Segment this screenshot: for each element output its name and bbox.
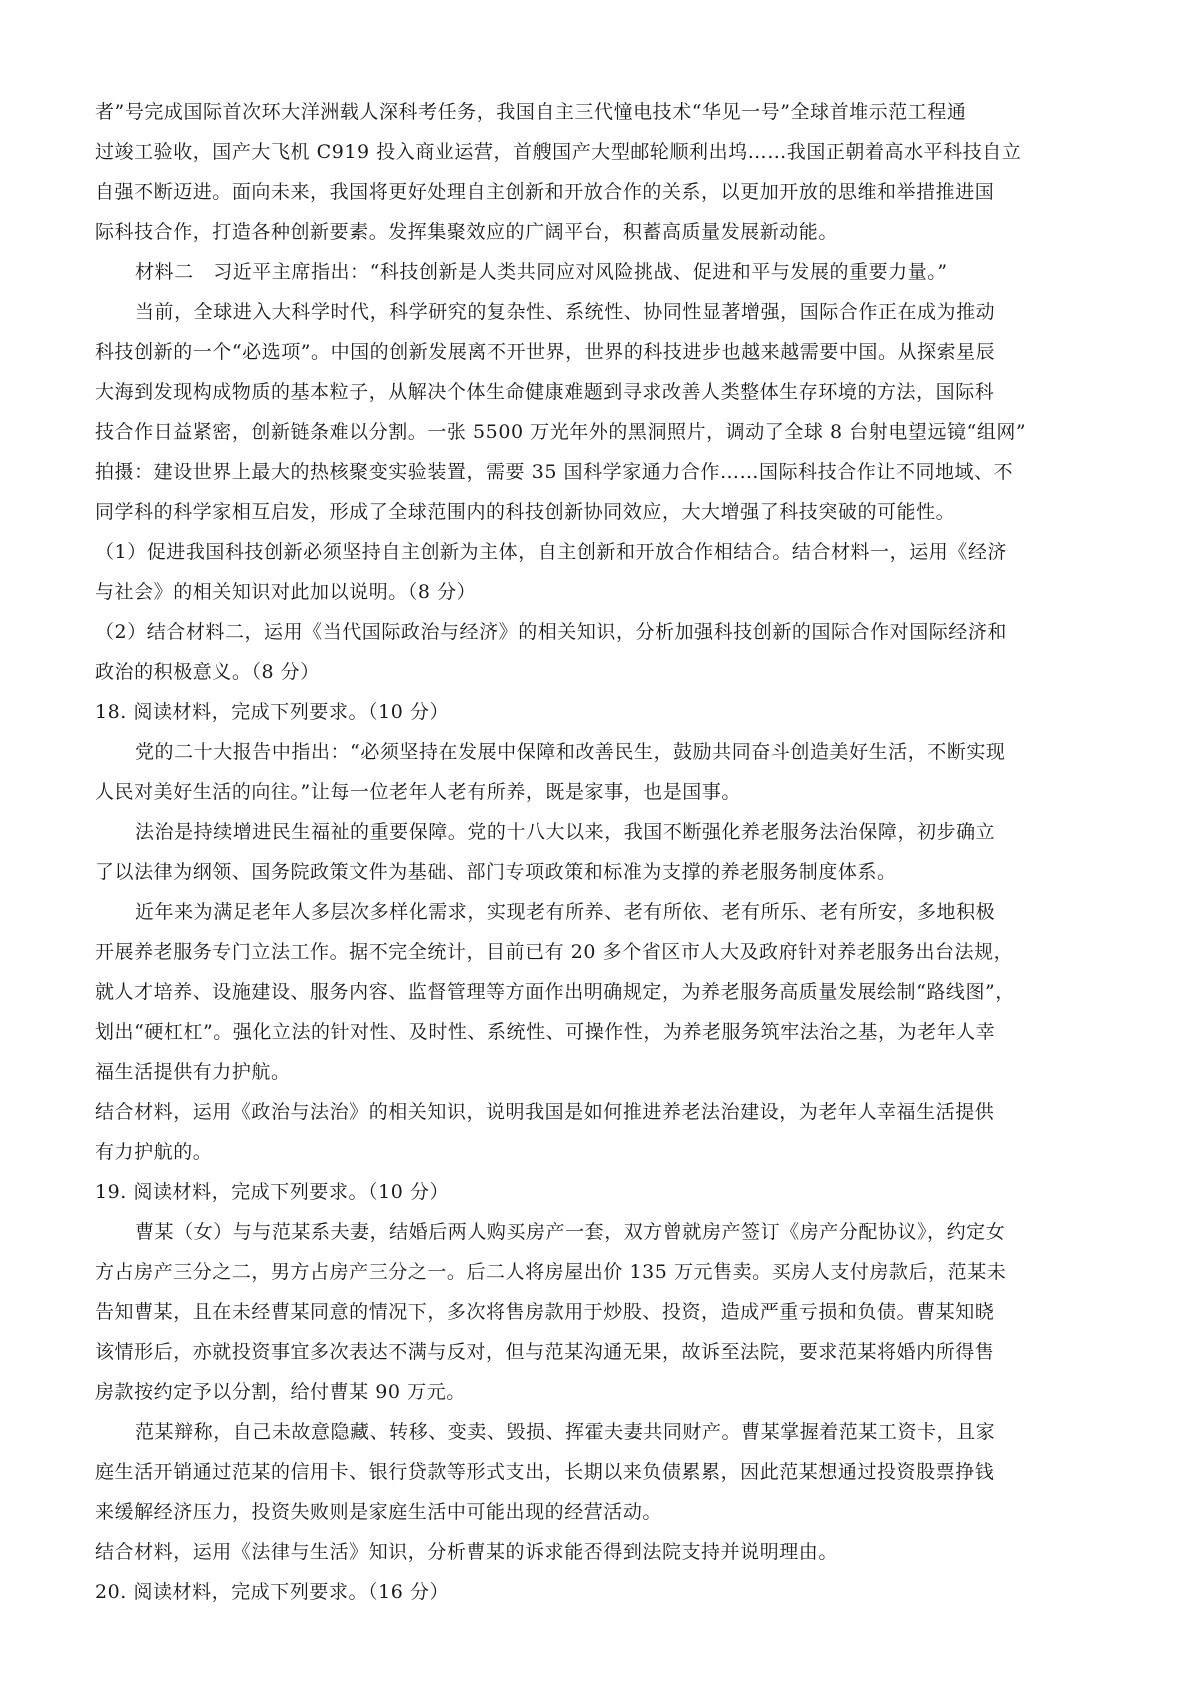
text-line: 与社会》的相关知识对此加以说明。（8 分） — [95, 581, 477, 603]
question-18-prompt — [95, 1092, 1105, 1172]
text-line: 近年来为满足老年人多层次多样化需求，实现老有所养、老有所依、老有所乐、老有所安，多地积极 — [135, 901, 996, 923]
text-line: 了以法律为纲领、国务院政策文件为基础、部门专项政策和标准为支撑的养老服务制度体系。 — [95, 861, 897, 883]
text-line: 划出“硬杠杠”。强化立法的针对性、及时性、系统性、可操作性，为养老服务筑牢法治之基，为老年人幸 — [95, 1021, 996, 1043]
text-line: 当前，全球进入大科学时代，科学研究的复杂性、系统性、协同性显著增强，国际合作正在成为推动 — [135, 301, 996, 323]
text-line: 际科技合作，打造各种创新要素。发挥集聚效应的广阔平台，积蓄高质量发展新动能。 — [95, 221, 838, 243]
text-line: 范某辩称，自己未故意隐藏、转移、变卖、毁损、挥霍夫妻共同财产。曹某掌握着范某工资卡，且家 — [135, 1421, 996, 1443]
question-19-heading — [95, 1172, 1105, 1212]
text-line: 材料二 习近平主席指出：“科技创新是人类共同应对风险挑战、促进和平与发展的重要力量。” — [135, 261, 948, 283]
text-line: 20. 阅读材料，完成下列要求。（16 分） — [95, 1581, 450, 1603]
paragraph-19-a — [95, 1212, 1105, 1412]
paragraph-material-2-body — [95, 292, 1105, 532]
text-line: 者”号完成国际首次环大洋洲载人深科考任务，我国自主三代憧电技术“华见一号”全球首堆示范工程通 — [95, 101, 967, 123]
paragraph-18-b — [95, 812, 1105, 892]
text-line: 结合材料，运用《政治与法治》的相关知识，说明我国是如何推进养老法治建设，为老年人幸福生活提供 — [95, 1101, 995, 1123]
question-17-2 — [95, 612, 1105, 692]
text-line: 曹某（女）与与范某系夫妻，结婚后两人购买房产一套，双方曾就房产签订《房产分配协议》，约定女 — [135, 1221, 1006, 1243]
text-line: 科技创新的一个“必选项”。中国的创新发展离不开世界，世界的科技进步也越来越需要中国。从探索星辰 — [95, 341, 996, 363]
question-20-heading — [95, 1572, 1105, 1612]
text-line: （1）促进我国科技创新必须坚持自主创新为主体，自主创新和开放合作相结合。结合材料一，运用《经济 — [95, 541, 1007, 563]
text-line: 同学科的科学家相互启发，形成了全球范围内的科技创新协同效应，大大增强了科技突破的可能性。 — [95, 501, 956, 523]
text-line: 人民对美好生活的向往。”让每一位老年人老有所养，既是家事，也是国事。 — [95, 781, 741, 803]
text-line: 大海到发现构成物质的基本粒子，从解决个体生命健康难题到寻求改善人类整体生存环境的方法，国际科 — [95, 381, 995, 403]
text-line: 技合作日益紧密，创新链条难以分割。一张 5500 万光年外的黑洞照片，调动了全球 8 台射电望远镜“组网” — [95, 421, 1027, 443]
text-line: 自强不断迈进。面向未来，我国将更好处理自主创新和开放合作的关系，以更加开放的思维和举措推进国 — [95, 181, 995, 203]
text-line: （2）结合材料二，运用《当代国际政治与经济》的相关知识，分析加强科技创新的国际合作对国际经济和 — [95, 621, 1007, 643]
paragraph-material-2-quote — [95, 252, 1105, 292]
text-line: 党的二十大报告中指出：“必须坚持在发展中保障和改善民生，鼓励共同奋斗创造美好生活，不断实现 — [135, 741, 1006, 763]
text-line: 福生活提供有力护航。 — [95, 1061, 291, 1083]
text-line: 告知曹某，且在未经曹某同意的情况下，多次将售房款用于炒股、投资，造成严重亏损和负债。曹某知晓 — [95, 1301, 995, 1323]
text-line: 法治是持续增进民生福祉的重要保障。党的十八大以来，我国不断强化养老服务法治保障，初步确立 — [135, 821, 996, 843]
question-17-1 — [95, 532, 1105, 612]
text-line: 有力护航的。 — [95, 1141, 213, 1163]
question-18-heading — [95, 692, 1105, 732]
paragraph-19-b — [95, 1412, 1105, 1532]
paragraph-18-a — [95, 732, 1105, 812]
text-line: 政治的积极意义。（8 分） — [95, 661, 320, 683]
text-line: 18. 阅读材料，完成下列要求。（10 分） — [95, 701, 450, 723]
text-line: 就人才培养、设施建设、服务内容、监督管理等方面作出明确规定，为养老服务高质量发展绘制“路线图”， — [95, 981, 1015, 1003]
text-line: 该情形后，亦就投资事宜多次表达不满与反对，但与范某沟通无果，故诉至法院，要求范某将婚内所得售 — [95, 1341, 995, 1363]
question-19-prompt — [95, 1532, 1105, 1572]
paragraph-18-c — [95, 892, 1105, 1092]
text-line: 方占房产三分之二，男方占房产三分之一。后二人将房屋出价 135 万元售卖。买房人支付房款后，范某未 — [95, 1261, 1007, 1283]
text-line: 来缓解经济压力，投资失败则是家庭生活中可能出现的经营活动。 — [95, 1501, 662, 1523]
text-line: 19. 阅读材料，完成下列要求。（10 分） — [95, 1181, 450, 1203]
text-line: 开展养老服务专门立法工作。据不完全统计，目前已有 20 多个省区市人大及政府针对养老服务出台法规， — [95, 941, 1014, 963]
paragraph-material-1-continued — [95, 92, 1105, 252]
text-line: 结合材料，运用《法律与生活》知识，分析曹某的诉求能否得到法院支持并说明理由。 — [95, 1541, 838, 1563]
document-page — [95, 92, 1105, 1612]
text-line: 拍摄：建设世界上最大的热核聚变实验装置，需要 35 国科学家通力合作……国际科技合作让不同地域、不 — [95, 461, 1014, 483]
text-line: 过竣工验收，国产大飞机 C919 投入商业运营，首艘国产大型邮轮顺利出坞……我国正朝着高水平科技自立 — [95, 141, 1022, 163]
text-line: 庭生活开销通过范某的信用卡、银行贷款等形式支出，长期以来负债累累，因此范某想通过投资股票挣钱 — [95, 1461, 995, 1483]
text-line: 房款按约定予以分割，给付曹某 90 万元。 — [95, 1381, 466, 1403]
